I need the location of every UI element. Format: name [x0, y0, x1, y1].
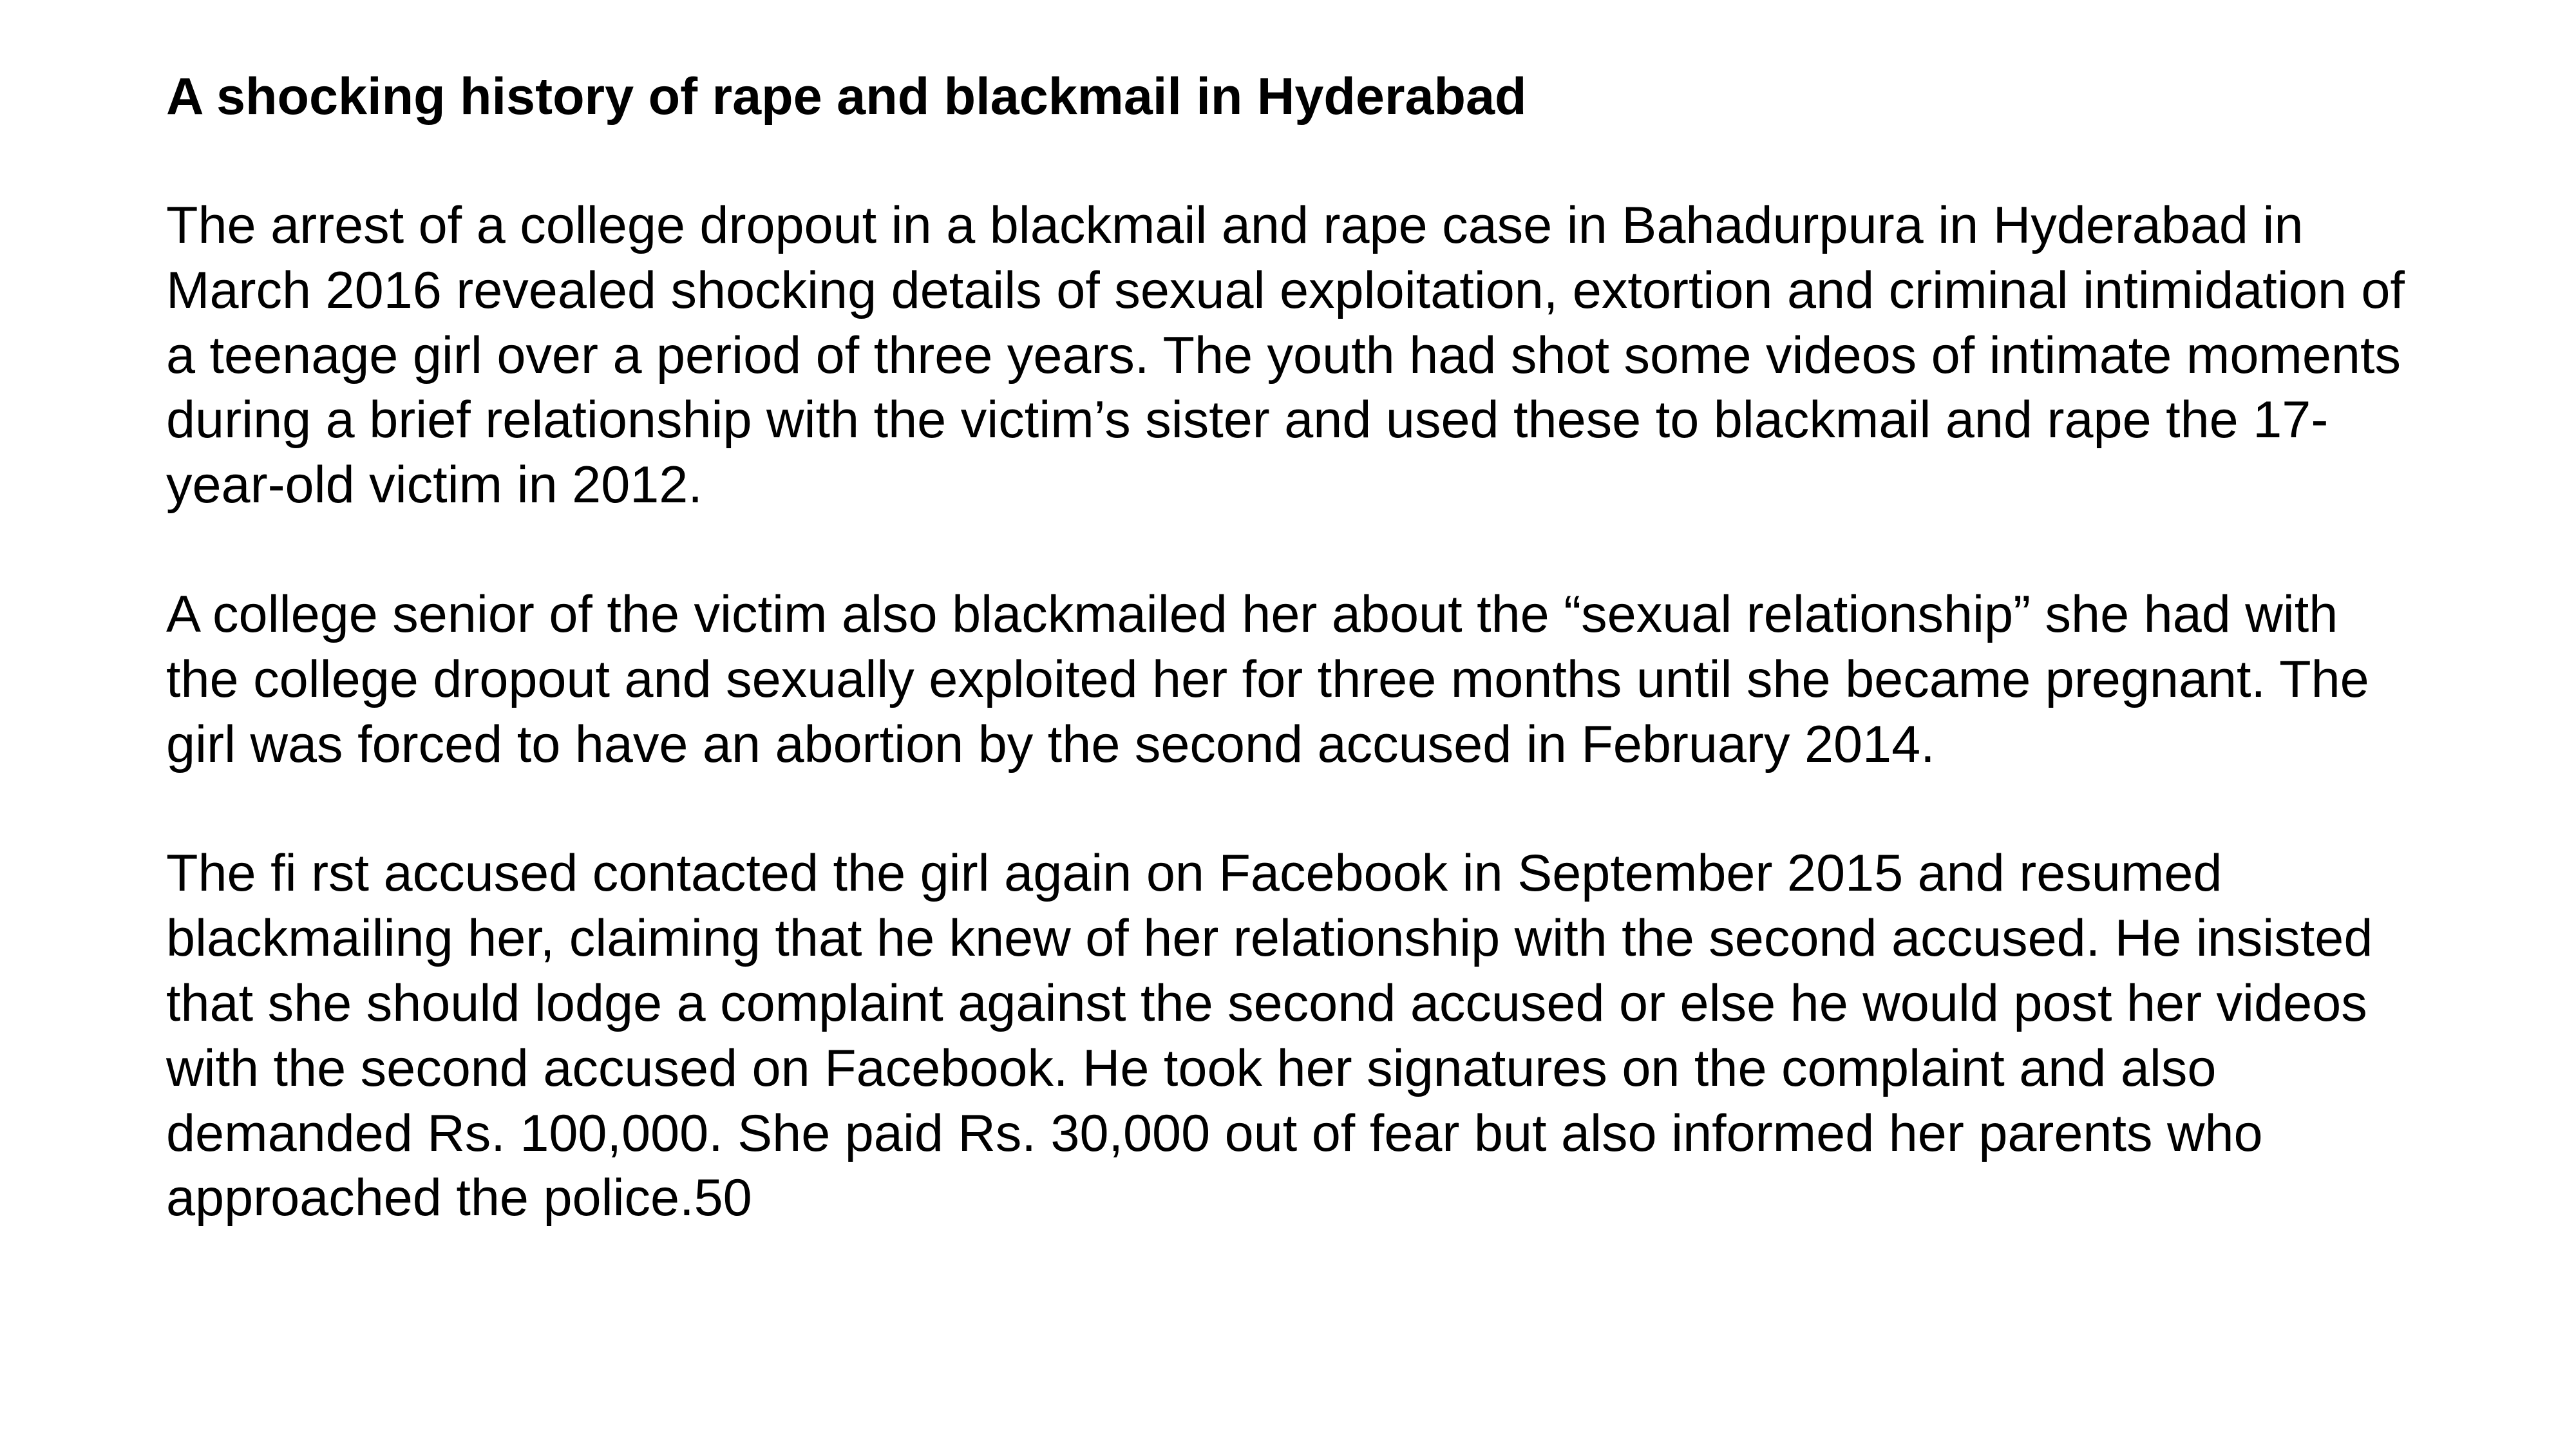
document-title: A shocking history of rape and blackmail in Hyderabad: [166, 68, 1527, 126]
paragraph-line: The arrest of a college dropout in a blackmail and rape case in Bahadurpura in Hyderabad in: [166, 196, 2304, 254]
paragraph-line: blackmailing her, claiming that he knew of her relationship with the second accused. He insisted: [166, 909, 2373, 968]
paragraph-line: the college dropout and sexually exploited her for three months until she became pregnant. The: [166, 650, 2369, 708]
paragraph-line: that she should lodge a complaint against the second accused or else he would post her videos: [166, 974, 2367, 1032]
paragraph-college-senior: [166, 582, 2549, 777]
paragraph-line: girl was forced to have an abortion by the second accused in February 2014.: [166, 715, 1935, 773]
paragraph-line: A college senior of the victim also blackmailed her about the “sexual relationship” she had with: [166, 585, 2338, 643]
paragraph-line: approached the police.50: [166, 1169, 752, 1227]
paragraph-arrest: [166, 193, 2549, 518]
document-page: [166, 64, 2549, 1231]
paragraph-line: March 2016 revealed shocking details of sexual exploitation, extortion and criminal intimidation of: [166, 261, 2405, 319]
paragraph-line: year-old victim in 2012.: [166, 456, 703, 515]
paragraph-line: with the second accused on Facebook. He took her signatures on the complaint and also: [166, 1039, 2217, 1097]
paragraph-line: The fi rst accused contacted the girl again on Facebook in September 2015 and resumed: [166, 844, 2222, 903]
paragraph-line: demanded Rs. 100,000. She paid Rs. 30,000 out of fear but also informed her parents who: [166, 1104, 2263, 1162]
paragraph-line: during a brief relationship with the victim’s sister and used these to blackmail and rape the 17-: [166, 391, 2329, 450]
paragraph-first-accused: [166, 841, 2549, 1231]
paragraph-line: a teenage girl over a period of three years. The youth had shot some videos of intimate moments: [166, 326, 2401, 384]
